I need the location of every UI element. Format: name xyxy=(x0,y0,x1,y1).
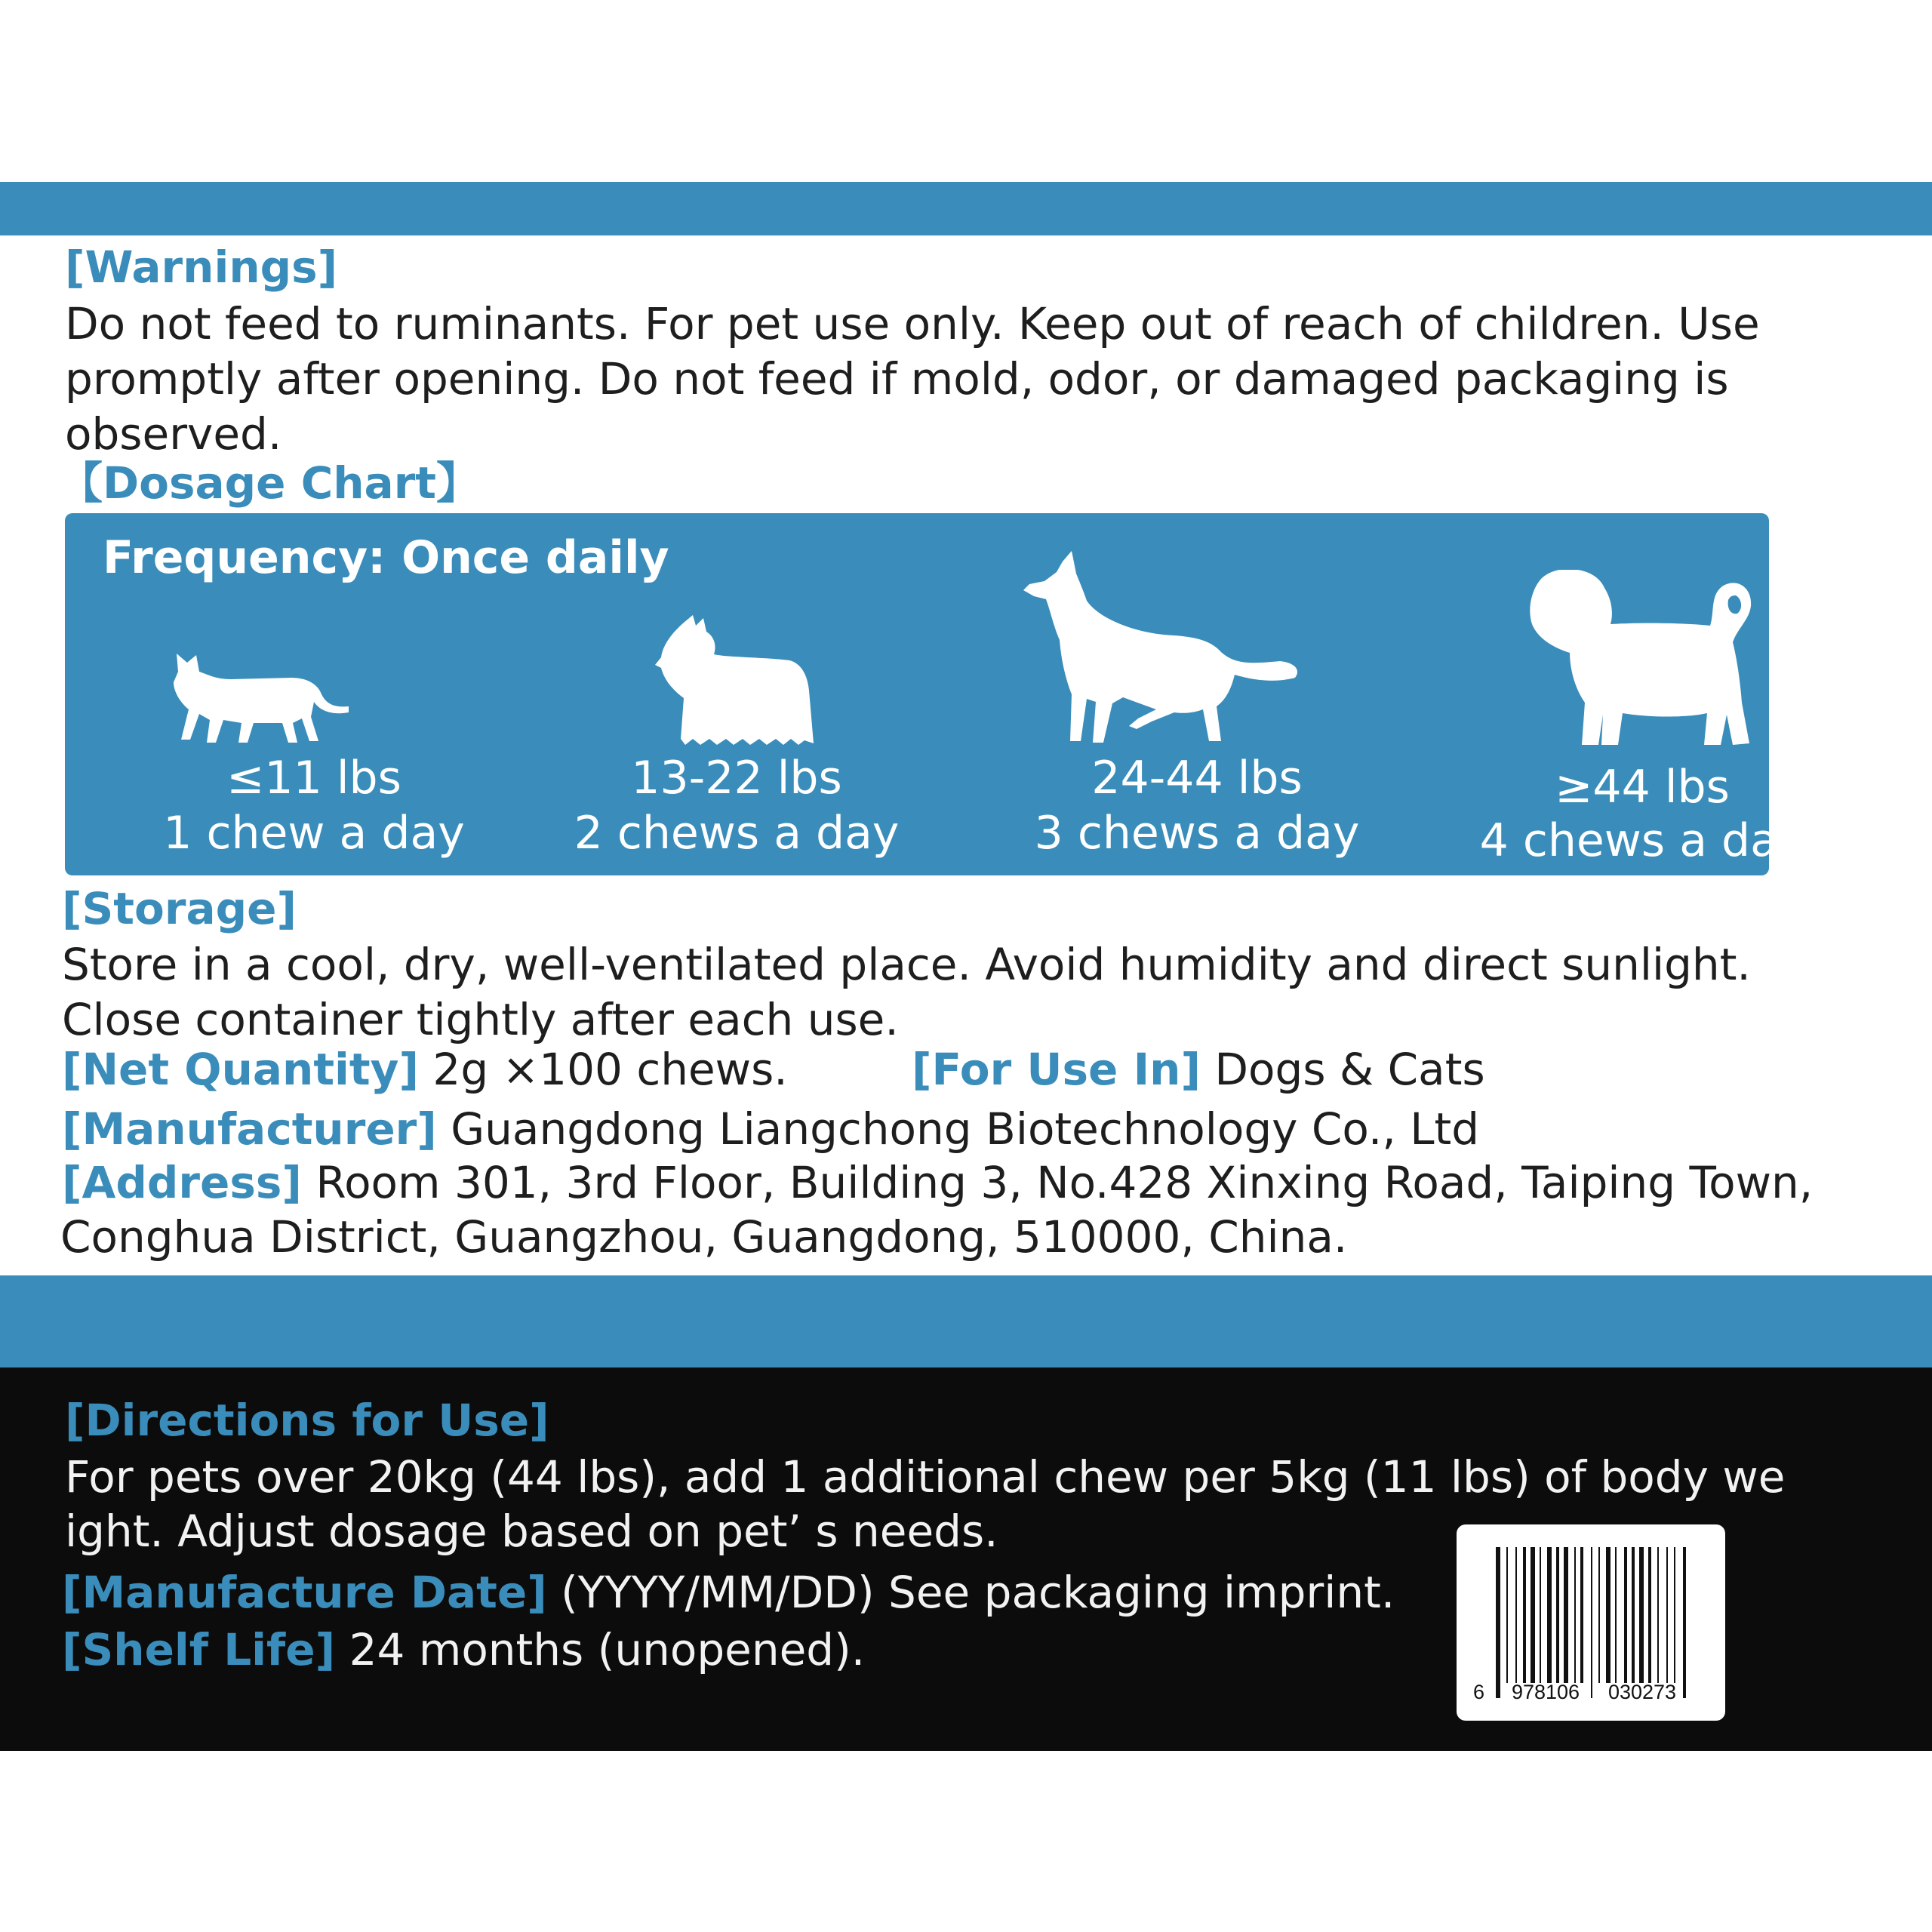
barcode-bar xyxy=(1606,1547,1611,1683)
address-line-2: Conghua District, Guangzhou, Guangdong, 510000, China. xyxy=(60,1211,1348,1263)
storage-heading: [Storage] xyxy=(62,883,297,934)
storage-text-line: Close container tightly after each use. xyxy=(62,994,899,1045)
tier-weight: 13-22 lbs xyxy=(631,752,842,804)
barcode-digits-right: 030273 xyxy=(1607,1681,1677,1703)
warnings-text-line: promptly after opening. Do not feed if mold, odor, or damaged packaging is xyxy=(65,353,1729,405)
barcode-bar xyxy=(1574,1547,1576,1683)
barcode-bar xyxy=(1564,1547,1568,1683)
barcode-bar xyxy=(1598,1547,1600,1683)
tier-chews: 1 chew a day xyxy=(163,807,465,860)
dosage-tier-small-dog xyxy=(525,513,948,875)
directions-heading: [Directions for Use] xyxy=(65,1395,549,1446)
barcode-bar xyxy=(1580,1547,1583,1683)
barcode-bar xyxy=(1639,1547,1644,1683)
tier-weight: 24-44 lbs xyxy=(1091,752,1303,804)
barcode-digits-left: 978106 xyxy=(1511,1681,1580,1703)
barcode-digit-first: 6 xyxy=(1473,1681,1485,1703)
frequency-label: Frequency: Once daily xyxy=(103,531,669,584)
manufacturer-label: [Manufacturer] xyxy=(62,1103,437,1155)
address-label: [Address] xyxy=(62,1157,302,1208)
tier-weight: ≥44 lbs xyxy=(1555,761,1730,814)
tier-chews: 2 chews a day xyxy=(574,807,900,860)
barcode-graphic xyxy=(1457,1524,1725,1721)
barcode-bar xyxy=(1624,1547,1627,1683)
barcode-bar xyxy=(1506,1547,1508,1683)
barcode-bar xyxy=(1547,1547,1552,1683)
barcode-bar xyxy=(1666,1547,1668,1683)
barcode-bar xyxy=(1540,1547,1541,1683)
barcode xyxy=(1457,1524,1725,1721)
middle-accent-band xyxy=(0,1275,1932,1367)
net-quantity-label: [Net Quantity] xyxy=(62,1044,419,1095)
top-accent-band xyxy=(0,182,1932,235)
tier-chews: 3 chews a day xyxy=(1034,807,1360,860)
barcode-bar xyxy=(1683,1547,1686,1698)
for-use-in-row xyxy=(912,1042,1485,1097)
for-use-in-label: [For Use In] xyxy=(912,1044,1201,1095)
dosage-heading: 【Dosage Chart】 xyxy=(59,457,481,509)
shelf-life-value: 24 months (unopened). xyxy=(335,1624,866,1675)
address-value: Room 301, 3rd Floor, Building 3, No.428 Xinxing Road, Taiping Town, xyxy=(301,1157,1814,1208)
dosage-tier-shepherd-dog xyxy=(986,513,1408,875)
for-use-in-value: Dogs & Cats xyxy=(1200,1044,1485,1095)
warnings-text-line: Do not feed to ruminants. For pet use only. Keep out of reach of children. Use xyxy=(65,298,1760,349)
cat-icon xyxy=(163,649,352,747)
barcode-bar xyxy=(1556,1547,1559,1683)
dosage-tier-cat xyxy=(103,513,525,875)
shelf-life-row xyxy=(62,1623,865,1677)
shepherd-dog-icon xyxy=(1023,551,1303,747)
net-quantity-value: 2g ×100 chews. xyxy=(418,1044,788,1095)
tier-weight: ≤11 lbs xyxy=(226,752,401,804)
barcode-bar xyxy=(1648,1547,1651,1683)
warnings-text-line: observed. xyxy=(65,408,282,460)
manufacturer-row xyxy=(62,1102,1479,1156)
barcode-bar xyxy=(1531,1547,1535,1683)
manufacturer-value: Guangdong Liangchong Biotechnology Co., Ltd xyxy=(436,1103,1480,1155)
manufacture-date-row xyxy=(62,1565,1395,1620)
barcode-bar xyxy=(1591,1547,1592,1698)
directions-text-line: ight. Adjust dosage based on pet’ s needs. xyxy=(65,1506,998,1557)
barcode-bar xyxy=(1496,1547,1500,1698)
net-quantity-row xyxy=(62,1042,788,1097)
manufacture-date-label: [Manufacture Date] xyxy=(62,1567,547,1618)
manufacture-date-value: (YYYY/MM/DD) See packaging imprint. xyxy=(546,1567,1395,1618)
small-dog-icon xyxy=(654,615,820,747)
directions-text-line: For pets over 20kg (44 lbs), add 1 additional chew per 5kg (11 lbs) of body we xyxy=(65,1451,1786,1503)
shelf-life-label: [Shelf Life] xyxy=(62,1624,336,1675)
dosage-chart-panel xyxy=(65,513,1805,875)
storage-text-line: Store in a cool, dry, well-ventilated place. Avoid humidity and direct sunlight. xyxy=(62,939,1751,990)
barcode-bar xyxy=(1674,1547,1675,1683)
barcode-bar xyxy=(1523,1547,1526,1683)
large-dog-icon xyxy=(1529,570,1755,751)
barcode-bar xyxy=(1615,1547,1617,1683)
address-row xyxy=(62,1155,1813,1210)
tier-chews: 4 chews a day xyxy=(1479,814,1805,867)
dosage-tier-large-dog xyxy=(1431,513,1854,875)
barcode-bar xyxy=(1657,1547,1659,1683)
warnings-heading: [Warnings] xyxy=(65,242,338,293)
barcode-bar xyxy=(1515,1547,1517,1683)
barcode-bar xyxy=(1632,1547,1635,1683)
